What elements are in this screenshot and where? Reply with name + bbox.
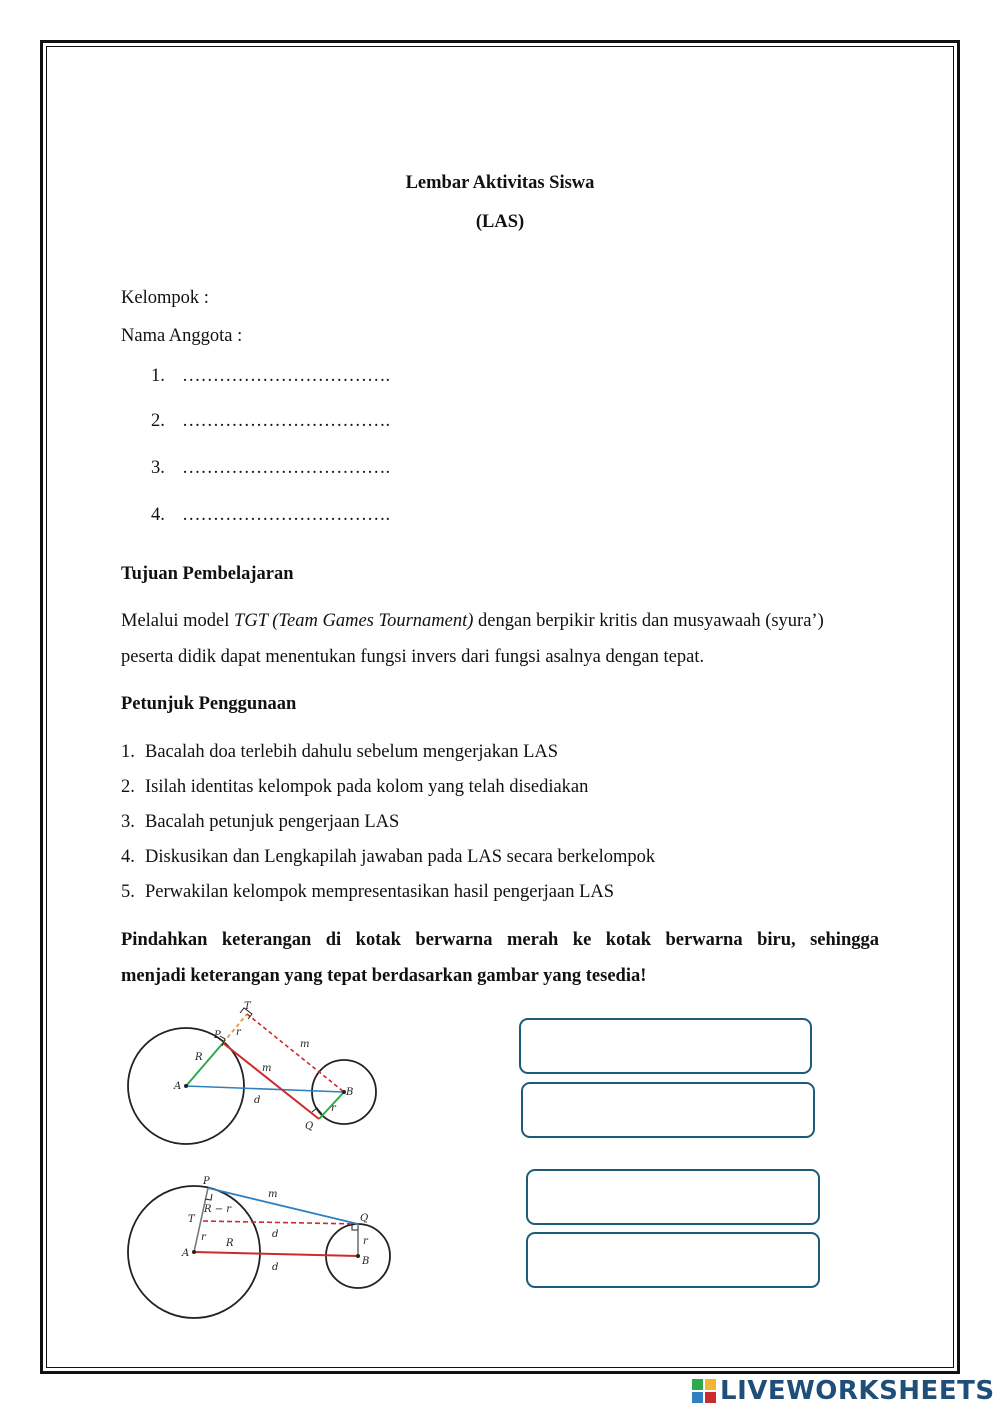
label-r-left: r (201, 1232, 206, 1243)
task-line-1: Pindahkan keterangan di kotak berwarna merah ke kotak berwarna biru, sehingga (121, 930, 879, 950)
label-m-mid: m (262, 1063, 272, 1074)
instruction-item: Isilah identitas kelompok pada kolom yang telah disediakan (145, 777, 589, 797)
label-T: T (244, 1001, 251, 1012)
worksheet-title: Lembar Aktivitas Siswa (405, 173, 595, 193)
line-m-dashed (247, 1014, 344, 1092)
instruction-number: 4. (121, 847, 135, 867)
member-number: 1. (151, 366, 165, 386)
task-instruction (121, 922, 879, 958)
label-r-top: r (236, 1027, 241, 1038)
liveworksheets-watermark (692, 1376, 995, 1406)
group-label: Kelompok : (121, 288, 209, 308)
label-d-top: d (272, 1229, 279, 1240)
instruction-item: Bacalah petunjuk pengerjaan LAS (145, 812, 400, 832)
answer-dropzone-1[interactable] (519, 1018, 812, 1074)
line-d-bottom (194, 1252, 358, 1256)
label-r-right: r (363, 1236, 368, 1247)
member-blank: ……………………………. (182, 366, 391, 386)
label-m: m (268, 1189, 278, 1200)
diagram-external-tangent (122, 1172, 397, 1322)
line-d-dashed (203, 1221, 358, 1224)
answer-dropzone-2[interactable] (521, 1082, 815, 1138)
objective-heading: Tujuan Pembelajaran (121, 564, 294, 584)
members-label: Nama Anggota : (121, 326, 243, 346)
answer-dropzone-4[interactable] (526, 1232, 820, 1288)
objective-line-2: peserta didik dapat menentukan fungsi invers dari fungsi asalnya dengan tepat. (121, 647, 705, 667)
label-T: T (188, 1214, 195, 1225)
label-P: P (203, 1176, 210, 1187)
instruction-item: Diskusikan dan Lengkapilah jawaban pada LAS secara berkelompok (145, 847, 656, 867)
tangent-PQ (223, 1043, 319, 1119)
label-R: R (195, 1052, 203, 1063)
radius-R (186, 1043, 223, 1086)
instruction-number: 3. (121, 812, 135, 832)
label-Q: Q (305, 1121, 314, 1132)
label-d: d (254, 1095, 261, 1106)
task-line-2: menjadi keterangan yang tepat berdasarkan gambar yang tesedia! (121, 966, 647, 986)
label-Q: Q (360, 1213, 369, 1224)
instruction-number: 1. (121, 742, 135, 762)
member-blank: ……………………………. (182, 411, 391, 431)
label-m-top: m (300, 1039, 310, 1050)
instruction-number: 2. (121, 777, 135, 797)
label-R: R (226, 1238, 234, 1249)
watermark-text: LIVEWORKSHEETS (720, 1376, 995, 1406)
label-R-minus-r: R − r (204, 1204, 232, 1215)
objective-model-name: TGT (Team Games Tournament) (234, 611, 474, 631)
objective-text: dengan berpikir kritis dan musyawaah (syura’) (473, 611, 824, 631)
extension-PT (223, 1014, 247, 1043)
label-A: A (174, 1081, 182, 1092)
label-A: A (182, 1248, 190, 1259)
member-number: 2. (151, 411, 165, 431)
label-d-bottom: d (272, 1262, 279, 1273)
instruction-item: Perwakilan kelompok mempresentasikan hasil pengerjaan LAS (145, 882, 615, 902)
liveworksheets-logo-icon (692, 1379, 716, 1403)
line-d (186, 1086, 344, 1092)
instruction-item: Bacalah doa terlebih dahulu sebelum mengerjakan LAS (145, 742, 559, 762)
member-number: 3. (151, 458, 165, 478)
answer-dropzone-3[interactable] (526, 1169, 820, 1225)
instructions-heading: Petunjuk Penggunaan (121, 694, 297, 714)
member-blank: ……………………………. (182, 458, 391, 478)
objective-line-1 (121, 609, 824, 633)
instruction-number: 5. (121, 882, 135, 902)
label-P: P (214, 1030, 221, 1041)
label-B: B (346, 1087, 354, 1098)
label-r-bottom: r (331, 1103, 336, 1114)
label-B: B (362, 1256, 370, 1267)
worksheet-subtitle: (LAS) (475, 212, 525, 232)
diagram-internal-tangent (122, 998, 384, 1148)
member-number: 4. (151, 505, 165, 525)
member-blank: ……………………………. (182, 505, 391, 525)
objective-text: Melalui model (121, 611, 235, 631)
